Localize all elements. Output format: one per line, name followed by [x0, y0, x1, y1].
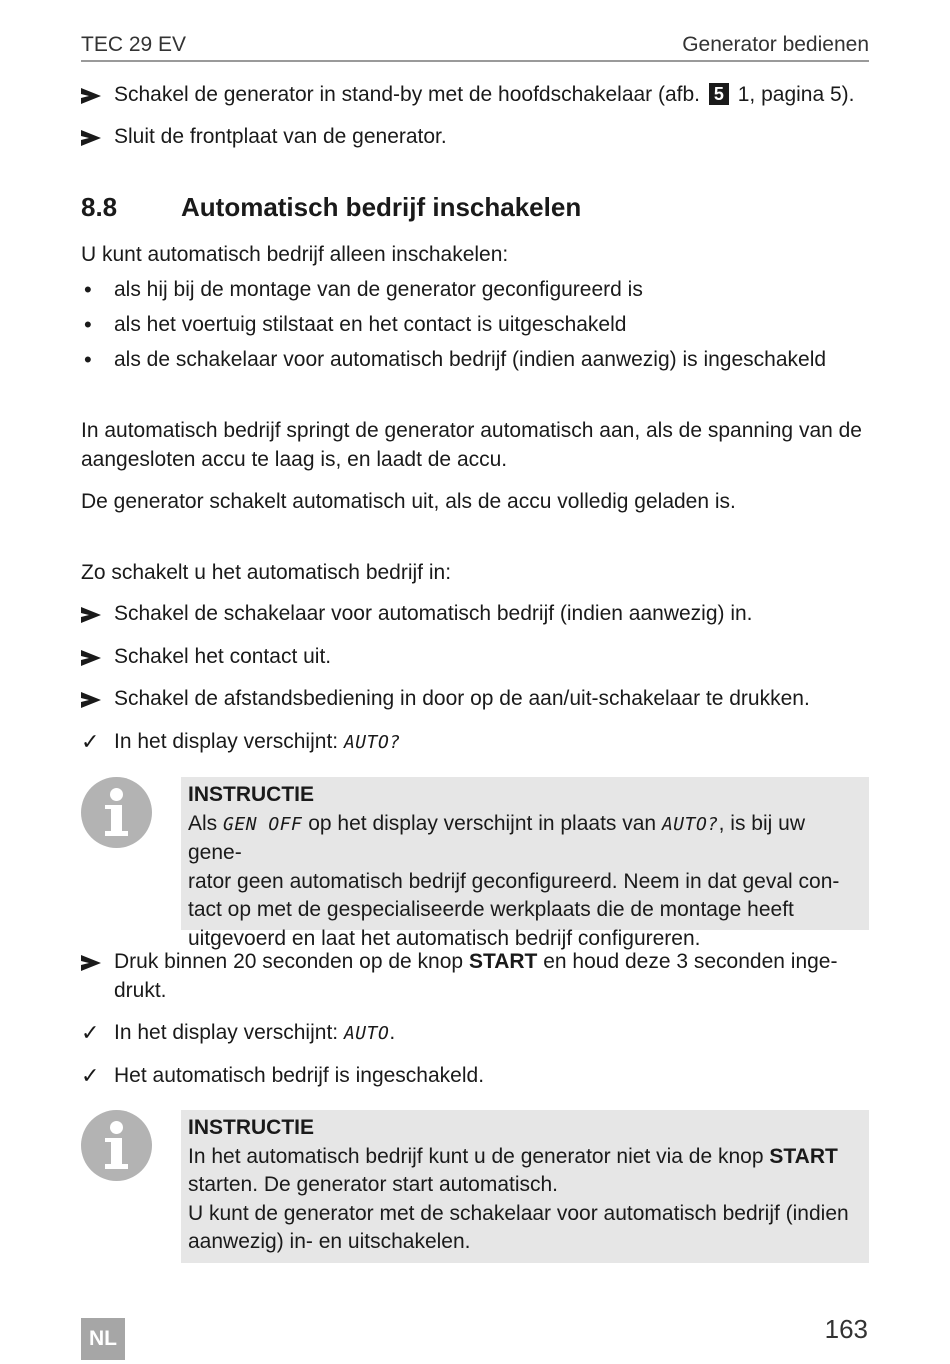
lcd-readout: AUTO? — [343, 732, 401, 753]
note-line: tact op met de gespecialiseerde werkplaats die de montage heeft — [188, 898, 794, 921]
arrow-icon — [81, 80, 111, 112]
bullet-icon: • — [84, 277, 92, 302]
header-chapter: Generator bedienen — [682, 33, 869, 56]
arrow-icon — [81, 599, 111, 631]
checkmark-icon: ✓ — [81, 1063, 100, 1088]
step-text: Druk binnen 20 seconden op de knop — [114, 950, 464, 973]
arrow-icon — [81, 684, 111, 716]
info-icon — [81, 1110, 152, 1181]
header-model: TEC 29 EV — [81, 33, 187, 56]
lcd-readout: AUTO? — [661, 813, 719, 835]
step-text: Schakel de generator in stand-by met de hoofdschakelaar (afb. — [114, 83, 701, 106]
bullet-icon: • — [84, 312, 92, 337]
figure-reference-badge: 5 — [709, 83, 729, 105]
note-title: INSTRUCTIE — [188, 1116, 314, 1139]
result-text: Het automatisch bedrijf is ingeschakeld. — [114, 1064, 485, 1087]
lcd-readout: GEN OFF — [223, 813, 303, 835]
result-text: In het display verschijnt: — [114, 1021, 339, 1044]
paragraph-auto-start: In automatisch bedrijf springt de generator automatisch aan, als de spanning van de aangesloten accu te laag is, en laadt de accu. — [81, 419, 862, 471]
step-text-end: 1, pagina 5). — [737, 83, 855, 106]
list-item-text: als het voertuig stilstaat en het contact is uitgeschakeld — [114, 313, 627, 336]
checkmark-icon: ✓ — [81, 1020, 100, 1045]
note-line: uitgevoerd en laat het automatisch bedrijf configureren. — [188, 926, 701, 950]
paragraph-procedure-intro: Zo schakelt u het automatisch bedrijf in: — [81, 561, 452, 584]
arrow-icon — [81, 642, 111, 674]
step-text: en houd deze 3 seconden inge- — [543, 950, 838, 973]
section-title: Automatisch bedrijf inschakelen — [181, 192, 582, 222]
checkmark-icon: ✓ — [81, 729, 100, 754]
arrow-icon — [81, 947, 111, 979]
step-text: Sluit de frontplaat van de generator. — [114, 125, 447, 148]
section-heading — [81, 192, 581, 223]
start-button-label: START — [769, 1144, 838, 1168]
conditions-intro: U kunt automatisch bedrijf alleen inschakelen: — [81, 243, 509, 266]
list-item-text: als hij bij de montage van de generator geconfigureerd is — [114, 278, 643, 301]
step-text: drukt. — [114, 979, 167, 1002]
info-icon — [81, 777, 152, 848]
step-text: Schakel de afstandsbediening in door op de aan/uit-schakelaar te drukken. — [114, 687, 810, 710]
section-number: 8.8 — [81, 192, 118, 222]
page-number: 163 — [824, 1314, 868, 1344]
note-line: U kunt de generator met de schakelaar voor automatisch bedrijf (indien — [188, 1201, 849, 1225]
language-badge: NL — [81, 1318, 125, 1360]
note-line: Als GEN OFF op het display verschijnt in plaats van AUTO?, is bij uw gene- — [188, 811, 805, 864]
step-text: Schakel het contact uit. — [114, 645, 332, 668]
list-item-text: als de schakelaar voor automatisch bedrijf (indien aanwezig) is ingeschakeld — [114, 348, 827, 371]
step-text: Schakel de schakelaar voor automatisch bedrijf (indien aanwezig) in. — [114, 602, 753, 625]
arrow-icon — [81, 122, 111, 154]
note-line: In het automatisch bedrijf kunt u de generator niet via de knop START — [188, 1144, 838, 1168]
page-header — [81, 30, 869, 62]
note-line: starten. De generator start automatisch. — [188, 1173, 559, 1196]
start-button-label: START — [468, 950, 538, 973]
result-text: In het display verschijnt: — [114, 730, 339, 753]
lcd-readout: AUTO — [343, 1023, 390, 1044]
paragraph-auto-stop: De generator schakelt automatisch uit, als de accu volledig geladen is. — [81, 490, 736, 513]
instruction-note — [181, 1110, 869, 1263]
note-line: rator geen automatisch bedrijf geconfigureerd. Neem in dat geval con- — [188, 869, 840, 893]
note-line: aanwezig) in- en uitschakelen. — [188, 1230, 471, 1253]
bullet-icon: • — [84, 347, 92, 372]
instruction-note — [181, 777, 869, 950]
note-title: INSTRUCTIE — [188, 783, 314, 806]
